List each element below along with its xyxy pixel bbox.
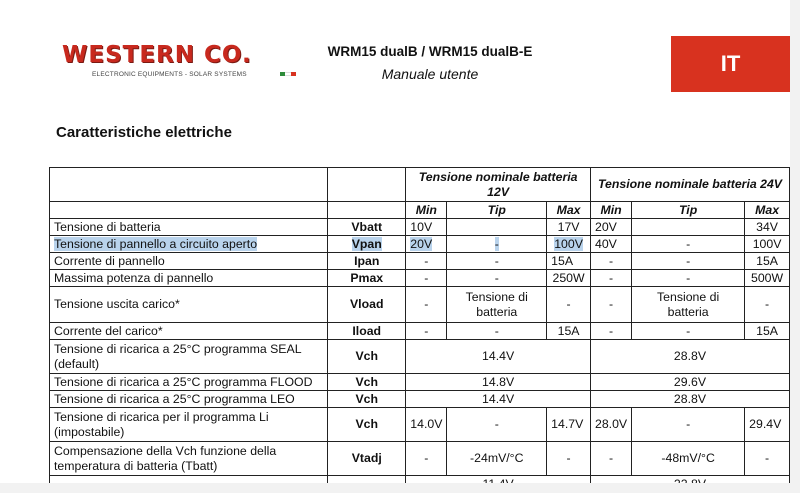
table-row: Corrente del carico* Iload - - 15A - - 15A: [50, 323, 790, 340]
electrical-specs-table: [49, 167, 790, 493]
param-symbol: Vch: [328, 391, 406, 408]
param-label: Tensione di ricarica a 25°C programma LEO: [50, 391, 328, 408]
horizontal-scrollbar[interactable]: [0, 483, 800, 493]
section-title: Caratteristiche elettriche: [56, 124, 232, 141]
param-label: Corrente di pannello: [50, 253, 328, 270]
param-label: [50, 236, 328, 253]
selected-text[interactable]: Tensione di pannello a circuito aperto: [54, 236, 258, 251]
table-row: Tensione di ricarica a 25°C programma FLOOD Vch 14.8V 29.6V: [50, 374, 790, 391]
param-symbol: Vch: [328, 408, 406, 442]
param-symbol: Vch: [328, 374, 406, 391]
param-label: Compensazione della Vch funzione della temperatura di batteria (Tbatt): [50, 442, 328, 476]
param-label: Tensione di ricarica per il programma Li (impostabile): [50, 408, 328, 442]
group-header-24v: Tensione nominale batteria 24V: [590, 168, 789, 202]
col-tip-24v: Tip: [632, 202, 745, 219]
col-min-12v: Min: [406, 202, 447, 219]
table-row: Compensazione della Vch funzione della temperatura di batteria (Tbatt) Vtadj - -24mV/°C - - -48mV/°C -: [50, 442, 790, 476]
param-symbol: [328, 236, 406, 253]
param-symbol: Vload: [328, 287, 406, 323]
param-label: Tensione di ricarica a 25°C programma SEAL (default): [50, 340, 328, 374]
table-corner-cell: [328, 168, 406, 202]
group-header-12v: Tensione nominale batteria 12V: [406, 168, 591, 202]
param-symbol: Vbatt: [328, 219, 406, 236]
table-group-header-row: [50, 168, 790, 202]
param-symbol: Iload: [328, 323, 406, 340]
italian-flag-icon: [280, 72, 296, 76]
table-row: Tensione di ricarica a 25°C programma SEAL (default) Vch 14.4V 28.8V: [50, 340, 790, 374]
param-symbol: Vtadj: [328, 442, 406, 476]
table-row: Tensione di pannello a circuito aperto Vpan 20V - 100V 40V - 100V: [50, 236, 790, 253]
brand-name: WESTERN CO.: [62, 42, 252, 68]
param-label: Tensione di ricarica a 25°C programma FLOOD: [50, 374, 328, 391]
col-max-24v: Max: [745, 202, 790, 219]
selected-text[interactable]: 100V: [554, 236, 583, 251]
table-row: Tensione uscita carico* Vload - Tensione di batteria - - Tensione di batteria -: [50, 287, 790, 323]
col-tip-12v: Tip: [447, 202, 547, 219]
selected-text[interactable]: Vpan: [351, 236, 382, 251]
document-title: WRM15 dualB / WRM15 dualB-E: [327, 44, 533, 59]
selected-text[interactable]: 20V: [410, 236, 433, 251]
table-row: Tensione di ricarica per il programma Li (impostabile) Vch 14.0V - 14.7V 28.0V - 29.4V: [50, 408, 790, 442]
document-subtitle: Manuale utente: [381, 66, 479, 82]
param-symbol: Vch: [328, 340, 406, 374]
param-label: Corrente del carico*: [50, 323, 328, 340]
table-row: Tensione di ricarica a 25°C programma LEO Vch 14.4V 28.8V: [50, 391, 790, 408]
vertical-scrollbar[interactable]: [790, 0, 800, 493]
selected-text[interactable]: -: [494, 236, 499, 251]
param-symbol: Pmax: [328, 270, 406, 287]
param-label: Massima potenza di pannello: [50, 270, 328, 287]
param-symbol: Ipan: [328, 253, 406, 270]
table-row: Corrente di pannello Ipan - - 15A - - 15A: [50, 253, 790, 270]
brand-tagline: ELECTRONIC EQUIPMENTS - SOLAR SYSTEMS: [92, 71, 247, 78]
table-sub-header-row: [50, 202, 790, 219]
table-row: Tensione di batteria Vbatt 10V 17V 20V 34V: [50, 219, 790, 236]
language-badge: IT: [671, 36, 790, 92]
brand-logo: [62, 42, 262, 86]
col-max-12v: Max: [547, 202, 591, 219]
param-label: Tensione uscita carico*: [50, 287, 328, 323]
table-row: Massima potenza di pannello Pmax - - 250W - - 500W: [50, 270, 790, 287]
col-min-24v: Min: [590, 202, 631, 219]
param-label: Tensione di batteria: [50, 219, 328, 236]
table-corner-cell: [50, 168, 328, 202]
